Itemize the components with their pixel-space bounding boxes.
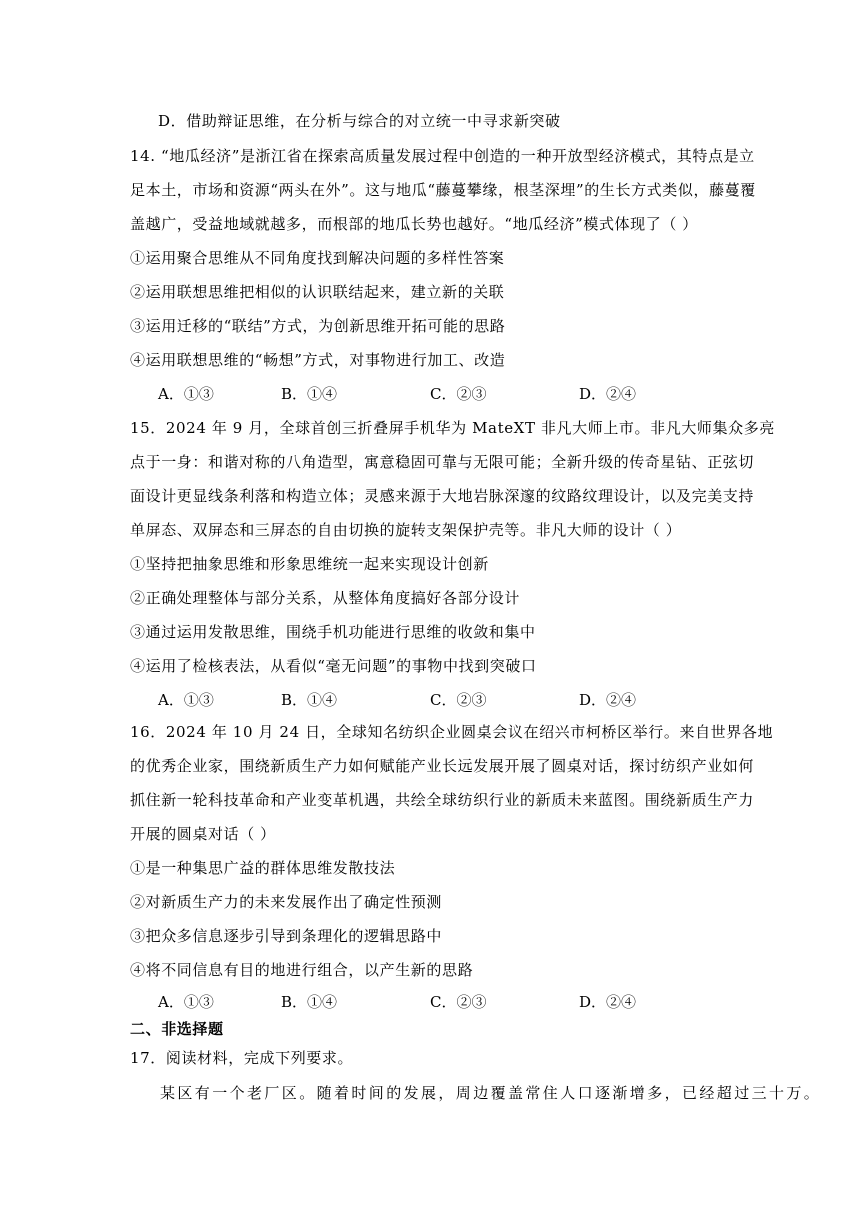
q17-material: 某区有一个老厂区。随着时间的发展，周边覆盖常住人口逐渐增多，已经超过三十万。: [160, 1084, 822, 1102]
q14-item-3: ③运用迁移的“联结”方式，为创新思维开拓可能的思路: [130, 317, 506, 335]
q15-stem-line-1: 15．2024 年 9 月，全球首创三折叠屏手机华为 MateXT 非凡大师上市。非凡大师集众多亮: [130, 419, 775, 437]
q16-option-d[interactable]: D．②④: [579, 993, 637, 1011]
q14-option-c[interactable]: C．②③: [430, 385, 487, 403]
q15-stem-line-2: 点于一身：和谐对称的八角造型，寓意稳固可靠与无限可能；全新升级的传奇星钻、正弦切: [130, 453, 755, 471]
q15-option-c[interactable]: C．②③: [430, 691, 487, 709]
q16-stem-line-2: 的优秀企业家，围绕新质生产力如何赋能产业长远发展开展了圆桌对话，探讨纺织产业如何: [130, 757, 755, 775]
q16-option-b[interactable]: B．①④: [281, 993, 338, 1011]
q14-stem-line-1: 14. “地瓜经济”是浙江省在探索高质量发展过程中创造的一种开放型经济模式，其特点是立: [130, 147, 755, 165]
q15-item-4: ④运用了检核表法，从看似“毫无问题”的事物中找到突破口: [130, 657, 537, 675]
q16-option-c[interactable]: C．②③: [430, 993, 487, 1011]
q14-item-1: ①运用聚合思维从不同角度找到解决问题的多样性答案: [130, 249, 505, 267]
q16-item-1: ①是一种集思广益的群体思维发散技法: [130, 859, 396, 877]
q15-stem-line-3: 面设计更显线条利落和构造立体；灵感来源于大地岩脉深邃的纹路纹理设计，以及完美支持: [130, 487, 755, 505]
q14-stem-line-3: 盖越广，受益地域就越多，而根部的地瓜长势也越好。“地瓜经济”模式体现了（ ）: [130, 215, 698, 233]
q15-stem-line-4: 单屏态、双屏态和三屏态的自由切换的旋转支架保护壳等。非凡大师的设计（ ）: [130, 521, 682, 539]
q15-item-3: ③通过运用发散思维，围绕手机功能进行思维的收敛和集中: [130, 623, 536, 641]
q15-option-b[interactable]: B．①④: [281, 691, 338, 709]
section-heading: 二、非选择题: [130, 1020, 224, 1038]
q14-option-b[interactable]: B．①④: [281, 385, 338, 403]
q16-item-2: ②对新质生产力的未来发展作出了确定性预测: [130, 893, 443, 911]
q15-option-a[interactable]: A．①③: [158, 691, 214, 709]
q14-option-a[interactable]: A．①③: [158, 385, 214, 403]
q16-stem-line-4: 开展的圆桌对话（ ）: [130, 825, 276, 843]
q15-item-2: ②正确处理整体与部分关系，从整体角度搞好各部分设计: [130, 589, 521, 607]
q16-item-4: ④将不同信息有目的地进行组合，以产生新的思路: [130, 961, 474, 979]
q14-option-d[interactable]: D．②④: [579, 385, 637, 403]
q14-item-2: ②运用联想思维把相似的认识联结起来，建立新的关联: [130, 283, 505, 301]
q15-option-d[interactable]: D．②④: [579, 691, 637, 709]
q14-item-4: ④运用联想思维的“畅想”方式，对事物进行加工、改造: [130, 351, 506, 369]
q13-option-d: D．借助辩证思维，在分析与综合的对立统一中寻求新突破: [158, 112, 561, 130]
q15-item-1: ①坚持把抽象思维和形象思维统一起来实现设计创新: [130, 555, 489, 573]
q16-item-3: ③把众多信息逐步引导到条理化的逻辑思路中: [130, 927, 443, 945]
q16-stem-line-3: 抓住新一轮科技革命和产业变革机遇，共绘全球纺织行业的新质未来蓝图。围绕新质生产力: [130, 791, 755, 809]
q14-stem-line-2: 足本土，市场和资源“两头在外”。这与地瓜“藤蔓攀缘，根茎深埋”的生长方式类似，藤蔓覆: [130, 181, 756, 199]
q16-stem-line-1: 16．2024 年 10 月 24 日，全球知名纺织企业圆桌会议在绍兴市柯桥区举行。来自世界各地: [130, 723, 774, 741]
q17-stem: 17．阅读材料，完成下列要求。: [130, 1049, 354, 1067]
q16-option-a[interactable]: A．①③: [158, 993, 214, 1011]
